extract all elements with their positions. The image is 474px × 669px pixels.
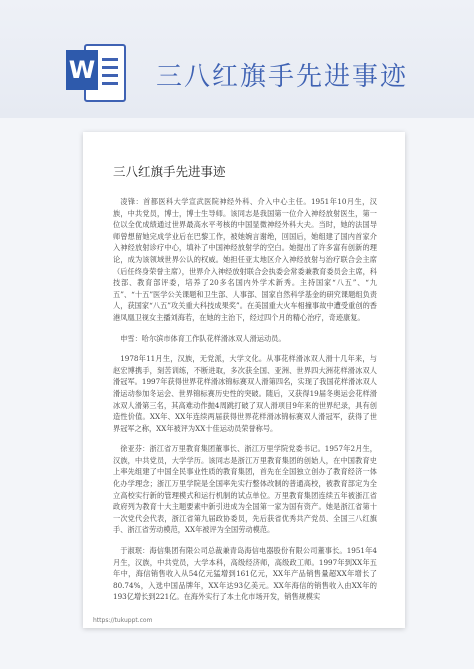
word-document-icon [66, 40, 124, 102]
paragraph-shenxue-intro: 申雪：哈尔滨市体育工作队花样滑冰双人滑运动员。 [120, 333, 286, 343]
paragraph-yushumin: 于淑珉：海信集团有限公司总裁兼青岛海信电器股份有限公司董事长。1951年4月生，汉族，中共党员，大学本科，高级经济师，高级政工师。1997年到XX年五年中，海信销售收入从54亿元猛增到161亿元，XX年产品销售量超XX年增长了80.74%，入选中国品牌年，XX年达93亿美元。XX年海信的销售收入由XX年的193亿增长到221亿。在海外实行了本土化市场开发，销售规模实 [113, 546, 377, 602]
document-title: 三八红旗手先进事迹 [113, 164, 226, 179]
banner-title: 三八红旗手先进事迹 [156, 62, 409, 92]
word-badge: W [66, 50, 98, 90]
paragraph-shenxue: 1978年11月生，汉族，无党派，大学文化。从事花样滑冰双人滑十几年来，与赵宏博携手，刻苦训练，不断进取，多次获全国、亚洲、世界四大洲花样滑冰双人滑冠军。1997年获得世界花样滑冰锦标赛双人滑第四名，实现了我国花样滑冰双人滑运动参加冬运会、世界锦标赛历史性的突破。随后，又获得19届冬奥运会花样滑冰双人滑第三名，其高难动作抛4周跳打破了双人滑项目9年来的世界纪录，具有创造性价值。XX年、XX年连续两届获得世界花样滑冰锦标赛双人滑冠军，获得了世界冠军之称，XX年被评为XX十佳运动员荣誉称号。 [113, 354, 377, 433]
document-body [113, 196, 377, 612]
header-banner [0, 0, 474, 118]
footer-url: https://tukuppt.com [93, 617, 153, 624]
paragraph-lingfeng: 凌锋：首都医科大学宣武医院神经外科、介入中心主任。1951年10月生，汉族，中共党员，博士，博士生导师。该同志是我国第一位介入神经放射医生，第一位以全优成绩通过世界最高水平考核的中国显微神经外科大夫。当时，她的法国导师曾想留她完成学业后在巴黎工作，被她婉言谢绝，回国后，她组建了国内首家介入神经放射诊疗中心，填补了中国神经放射学的空白。她提出了许多富有创新的理论，成为该领域世界公认的权威。她担任亚太地区介入神经放射与治疗联合会主席（后任终身荣誉主席），世界介入神经放射联合会执委会常委兼教育委员会主席，科技部、教育部评委，培养了20多名国内外学术新秀。主持国家“八五”、“九五”、“十五”医学公关课题和卫生部、人事部、国家自然科学基金的研究课题组负责人，获国家“八五”攻关重大科技成果奖”。在美国重大火车相撞事故中遭受重创的香港凤凰卫视女主播刘海若，在她的主治下，经过四个月的精心治疗，奇迹康复。 [113, 197, 377, 322]
paragraph-xuyafen: 徐亚芬：浙江省万里教育集团董事长、浙江万里学院党委书记。1957年2月生，汉族，中共党员，大学学历。该同志是浙江万里教育集团的创始人，在中国教育史上率先组建了中国全民事业性质的教育集团，首先在全国独立创办了教育经济一体化办学理念；浙江万里学院是全国率先实行整体改制的普通高校，被教育部定为全立高校实行新的管理模式和运行机制的试点单位。万里教育集团连续五年被浙江省政府列为教育十大主题要素中新引进成为全国第一家为国有资产。她是浙江省第十一次党代会代表，浙江省第九届政协委员，先后获省优秀共产党员、全国三八红旗手、浙江省劳动模范，XX年被评为全国劳动模范。 [113, 444, 377, 535]
document-page [83, 132, 405, 628]
